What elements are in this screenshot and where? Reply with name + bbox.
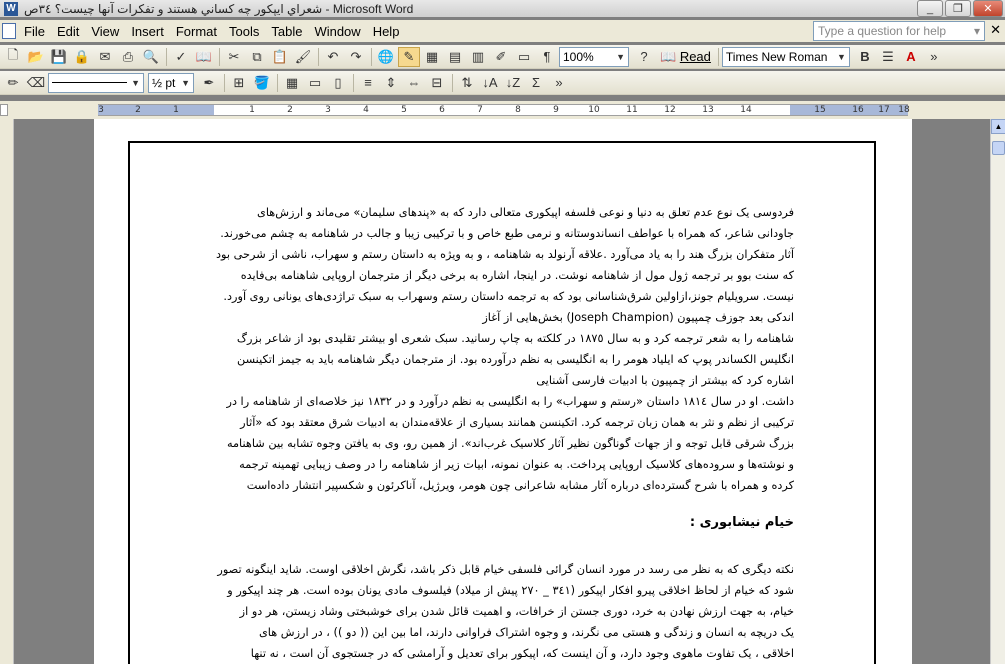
- align-cell-icon[interactable]: ≡: [364, 75, 372, 90]
- ruler-tick: 3: [325, 105, 331, 115]
- text-line: نکته دیگری که به نظر می رسد در مورد انسان گرائی فلسفی خیام قابل ذکر باشد، نگرش اخلاقی اوست. شاید اینگونه تصور: [217, 563, 794, 576]
- undo-icon[interactable]: ↶: [327, 48, 339, 64]
- menu-bar: [0, 20, 1005, 42]
- print-icon[interactable]: ⎙: [122, 48, 134, 64]
- save-icon[interactable]: 💾: [50, 48, 68, 64]
- ruler-tick: 4: [363, 105, 369, 115]
- close-button[interactable]: ✕: [973, 0, 1003, 17]
- horizontal-ruler-bar: [0, 101, 1005, 119]
- tables-borders-icon[interactable]: ✎: [398, 47, 420, 67]
- ruler-tick: 3: [98, 105, 104, 115]
- menu-view[interactable]: View: [91, 23, 120, 39]
- text-line: شود که خیام از لحاظ اخلاقی پیرو افکار اپیکور (٣٤١ _ ٢٧٠ پیش از میلاد) فیلسوف مادی یونان بوده است. هر چند اپیکور و: [227, 584, 794, 597]
- text-line: و نوشته‌ها و سروده‌های کلاسیک اروپایی پرداخت. به عنوان نمونه، ابیات زیر از شاهنامه را در وصف زیبایی تهمینه ترجمه: [239, 458, 794, 471]
- ruler-tick: 10: [588, 105, 600, 115]
- line-weight-value: ½ pt: [152, 75, 176, 90]
- ruler-tick: 8: [515, 105, 521, 115]
- font-name-value: Times New Roman: [725, 49, 828, 64]
- hyperlink-icon[interactable]: 🌐: [377, 48, 395, 64]
- text-direction-icon[interactable]: ⇅: [461, 74, 473, 90]
- research-icon[interactable]: 📖: [195, 48, 213, 64]
- close-document-button[interactable]: ✕: [990, 22, 1001, 37]
- print-preview-icon[interactable]: 🔍: [142, 48, 160, 64]
- restore-button[interactable]: ❐: [945, 0, 971, 17]
- cut-icon[interactable]: ✂: [228, 48, 240, 64]
- menu-format[interactable]: Format: [175, 23, 217, 39]
- scroll-up-icon[interactable]: ▲: [991, 119, 1005, 134]
- menu-table[interactable]: Table: [271, 23, 303, 39]
- text-line: اندکی بعد جوزف چمپیون (Joseph Champion) بخش‌هایی از آغاز: [482, 311, 794, 324]
- distribute-rows-icon[interactable]: ⇕: [385, 74, 397, 90]
- text-line: بزرگ شرقی قابل توجه و از جهات گوناگون نظیر آثار کلاسیک غرب‌اند». از همین رو، وی به یافتن وجوه تشابه بین شاهنامه: [226, 437, 794, 450]
- font-color-icon[interactable]: A: [906, 49, 916, 64]
- menu-tools[interactable]: Tools: [229, 23, 260, 39]
- read-icon: 📖: [660, 48, 680, 64]
- help-search-input[interactable]: [813, 21, 985, 41]
- line-weight-select[interactable]: [148, 73, 194, 93]
- read-button[interactable]: [660, 49, 711, 65]
- menu-help[interactable]: Help: [372, 23, 400, 39]
- chevron-down-icon: ▼: [131, 77, 140, 88]
- insert-excel-icon[interactable]: ▤: [448, 48, 462, 64]
- font-name-select[interactable]: [722, 47, 850, 67]
- text-line: فردوسی یک نوع عدم تعلق به دنیا و نوعی فلسفه اپیکوری متعالی دارد که به «پندهای سلیمان» می‌ماند و ارزش‌های: [257, 206, 794, 219]
- window-title: شعراي ايپكور چه كساني هستند و تفكرات آنها چيست؟ ٣٤ص - Microsoft Word: [24, 1, 414, 16]
- toolbar-options-icon[interactable]: »: [555, 75, 563, 90]
- format-painter-icon[interactable]: 🖌: [294, 48, 312, 64]
- horizontal-ruler[interactable]: [98, 104, 908, 116]
- columns-icon[interactable]: ▥: [471, 48, 485, 64]
- new-document-icon[interactable]: 🗋: [7, 46, 19, 62]
- bold-button[interactable]: B: [860, 49, 870, 64]
- email-icon[interactable]: ✉: [99, 48, 111, 64]
- standard-toolbar: [0, 45, 1005, 69]
- menu-edit[interactable]: Edit: [56, 23, 80, 39]
- document-page[interactable]: [94, 119, 912, 664]
- toolbar-options-icon[interactable]: »: [930, 49, 938, 64]
- text-line: ترکیبی از نظم و نثر به همان زبان ترجمه کرد. اتکینسن همانند بسیاری از علاقه‌مندان به ادبیات شرق معتقد بود که «آثار: [240, 416, 794, 429]
- zoom-select[interactable]: [559, 47, 629, 67]
- document-icon[interactable]: [2, 23, 16, 39]
- split-cells-icon[interactable]: ▯: [334, 74, 342, 90]
- ruler-tick: 1: [173, 105, 179, 115]
- ruler-tick: 17: [878, 105, 890, 115]
- text-line: آثار متفکران بزرگ هند را به یاد می‌آورد .علاقه آرنولد به شاهنامه ، و به ویژه به داستان رستم و سهراب، ناشی از شرحی بود: [216, 248, 794, 261]
- border-color-icon[interactable]: ✒: [203, 74, 215, 90]
- ruler-tick: 13: [702, 105, 714, 115]
- outside-border-icon[interactable]: ⊞: [233, 74, 245, 90]
- document-map-icon[interactable]: ▭: [517, 48, 531, 64]
- section-heading[interactable]: خیام نیشابوری :: [689, 515, 794, 530]
- ruler-tick: 7: [477, 105, 483, 115]
- menu-window[interactable]: Window: [314, 23, 361, 39]
- ruler-tick: 11: [626, 105, 638, 115]
- text-line: جاودانی شاعر، که همراه با عواطف انساندوستانه و نرمی طبع خاص و با ترکیبی زیبا و جالب در شاهنامه به چشم می‌خورند.: [220, 227, 794, 240]
- chevron-down-icon: ▼: [181, 77, 190, 88]
- autofit-icon[interactable]: ⊟: [431, 74, 443, 90]
- document-area: [14, 119, 990, 664]
- text-line: که سنت بوو بر ترجمه ژول مول از شاهنامه نوشت. در اینجا، اشاره به برخی دیگر از مترجمان اروپایی شاهنامه بی‌فایده: [240, 269, 794, 282]
- ruler-tick: 9: [553, 105, 559, 115]
- permission-icon[interactable]: 🔒: [73, 48, 91, 64]
- copy-icon[interactable]: ⧉: [252, 48, 262, 64]
- vertical-scrollbar[interactable]: [990, 119, 1005, 664]
- shading-color-icon[interactable]: 🪣: [253, 74, 271, 90]
- ruler-tick: 5: [401, 105, 407, 115]
- title-bar: [0, 0, 1005, 17]
- help-placeholder: Type a question for help: [818, 24, 947, 38]
- menu-file[interactable]: File: [24, 23, 45, 39]
- drawing-icon[interactable]: ✐: [495, 48, 507, 64]
- text-line: انگلیس الکساندر پوپ که ایلیاد هومر را به انگلیسی به نظم درآورده بود. از مترجمان دیگر شاهنامه باید به جیمز اتکینسن: [236, 353, 794, 366]
- line-style-select[interactable]: [48, 73, 144, 93]
- sort-ascending-icon[interactable]: ↓A: [482, 75, 498, 90]
- minimize-button[interactable]: _: [917, 0, 943, 17]
- text-line: نیست. سرویلیام جونز،ازاولین شرق‌شناسانی بود که به ترجمه داستان رستم وسهراب به سبک تراژدی‌های یونانی روی آورد.: [223, 290, 794, 303]
- ruler-tick: 14: [740, 105, 752, 115]
- chevron-down-icon: ▼: [616, 51, 625, 62]
- text-line: اشاره کرد که بیشتر از چمپیون با ادبیات فارسی آشنایی: [536, 374, 794, 387]
- text-line: داشت. او در سال ١٨١٤ داستان «رستم و سهراب» را به انگلیسی به نظم درآورد و در ١٨٣٢ نیز خلاصه‌ای از شاهنامه را در: [226, 395, 794, 408]
- ruler-tick: 18: [898, 105, 910, 115]
- text-line: کرده و همراه با شرح گسترده‌ای درباره آثار مشابه شاعرانی چون هومر، ویرژیل، آناکرئون و شکسپیر انتشار داده‌است: [246, 479, 794, 492]
- sort-descending-icon[interactable]: ↓Z: [505, 75, 521, 90]
- chevron-down-icon: ▼: [836, 51, 846, 62]
- autosum-icon[interactable]: Σ: [531, 75, 541, 90]
- spelling-icon[interactable]: ✓: [175, 48, 187, 64]
- show-hide-icon[interactable]: ¶: [543, 49, 551, 64]
- ruler-tick: 6: [439, 105, 445, 115]
- insert-table-icon[interactable]: ▦: [285, 74, 299, 90]
- tab-selector[interactable]: [0, 104, 8, 116]
- read-label: Read: [679, 49, 711, 64]
- word-app-icon: W: [4, 2, 18, 16]
- vertical-ruler: [0, 119, 14, 664]
- ruler-tick: 1: [249, 105, 255, 115]
- menu-insert[interactable]: Insert: [131, 23, 164, 39]
- body-paragraph-1[interactable]: [216, 202, 794, 496]
- draw-table-icon[interactable]: ✏: [7, 74, 19, 90]
- text-line: اخلاقی ، یک تفاوت ماهوی وجود دارد، و آن اینست که، اپیکور برای تعدیل و آرامشی که در جستجوی آن است ، نه تنها: [250, 647, 794, 660]
- ruler-tick: 16: [852, 105, 864, 115]
- chevron-down-icon[interactable]: ▾: [973, 24, 980, 38]
- paste-icon[interactable]: 📋: [271, 48, 289, 64]
- text-line: یک دریچه به انسان و زندگی و هستی می نگرند، و وجوه اشتراک فراوانی دارند، اما بین این (( دو )) ، در ارزش های: [258, 626, 794, 639]
- zoom-value: 100%: [563, 49, 594, 64]
- text-line: خیام، به جهت ارزش نهادن به خرد، دوری جستن از خرافات، و اهمیت قائل شدن برای خوشبختی وشاد زیستن، هر دو از: [239, 605, 794, 618]
- text-line: شاهنامه را به شعر ترجمه کرد و به سال ١٨٧٥ در کلکته به چاپ رسانید. سبک شعری او بیشتر تقلیدی بود از شاعر بزرگ: [236, 332, 794, 345]
- open-folder-icon[interactable]: 📂: [27, 48, 45, 64]
- merge-cells-icon[interactable]: ▭: [308, 74, 322, 90]
- insert-table-icon[interactable]: ▦: [425, 48, 439, 64]
- redo-icon[interactable]: ↷: [350, 48, 362, 64]
- body-paragraph-2[interactable]: [216, 559, 794, 664]
- line-style-sample: [52, 82, 127, 83]
- ruler-tick: 12: [664, 105, 676, 115]
- ruler-tick: 2: [135, 105, 141, 115]
- help-icon[interactable]: ?: [640, 49, 648, 64]
- tables-borders-toolbar: [0, 71, 1005, 95]
- align-icon[interactable]: ☰: [882, 48, 894, 64]
- distribute-columns-icon[interactable]: ⇔: [407, 75, 421, 90]
- scroll-thumb[interactable]: [992, 141, 1005, 155]
- ruler-tick: 15: [814, 105, 826, 115]
- eraser-icon[interactable]: ⌫: [26, 74, 46, 90]
- ruler-tick: 2: [287, 105, 293, 115]
